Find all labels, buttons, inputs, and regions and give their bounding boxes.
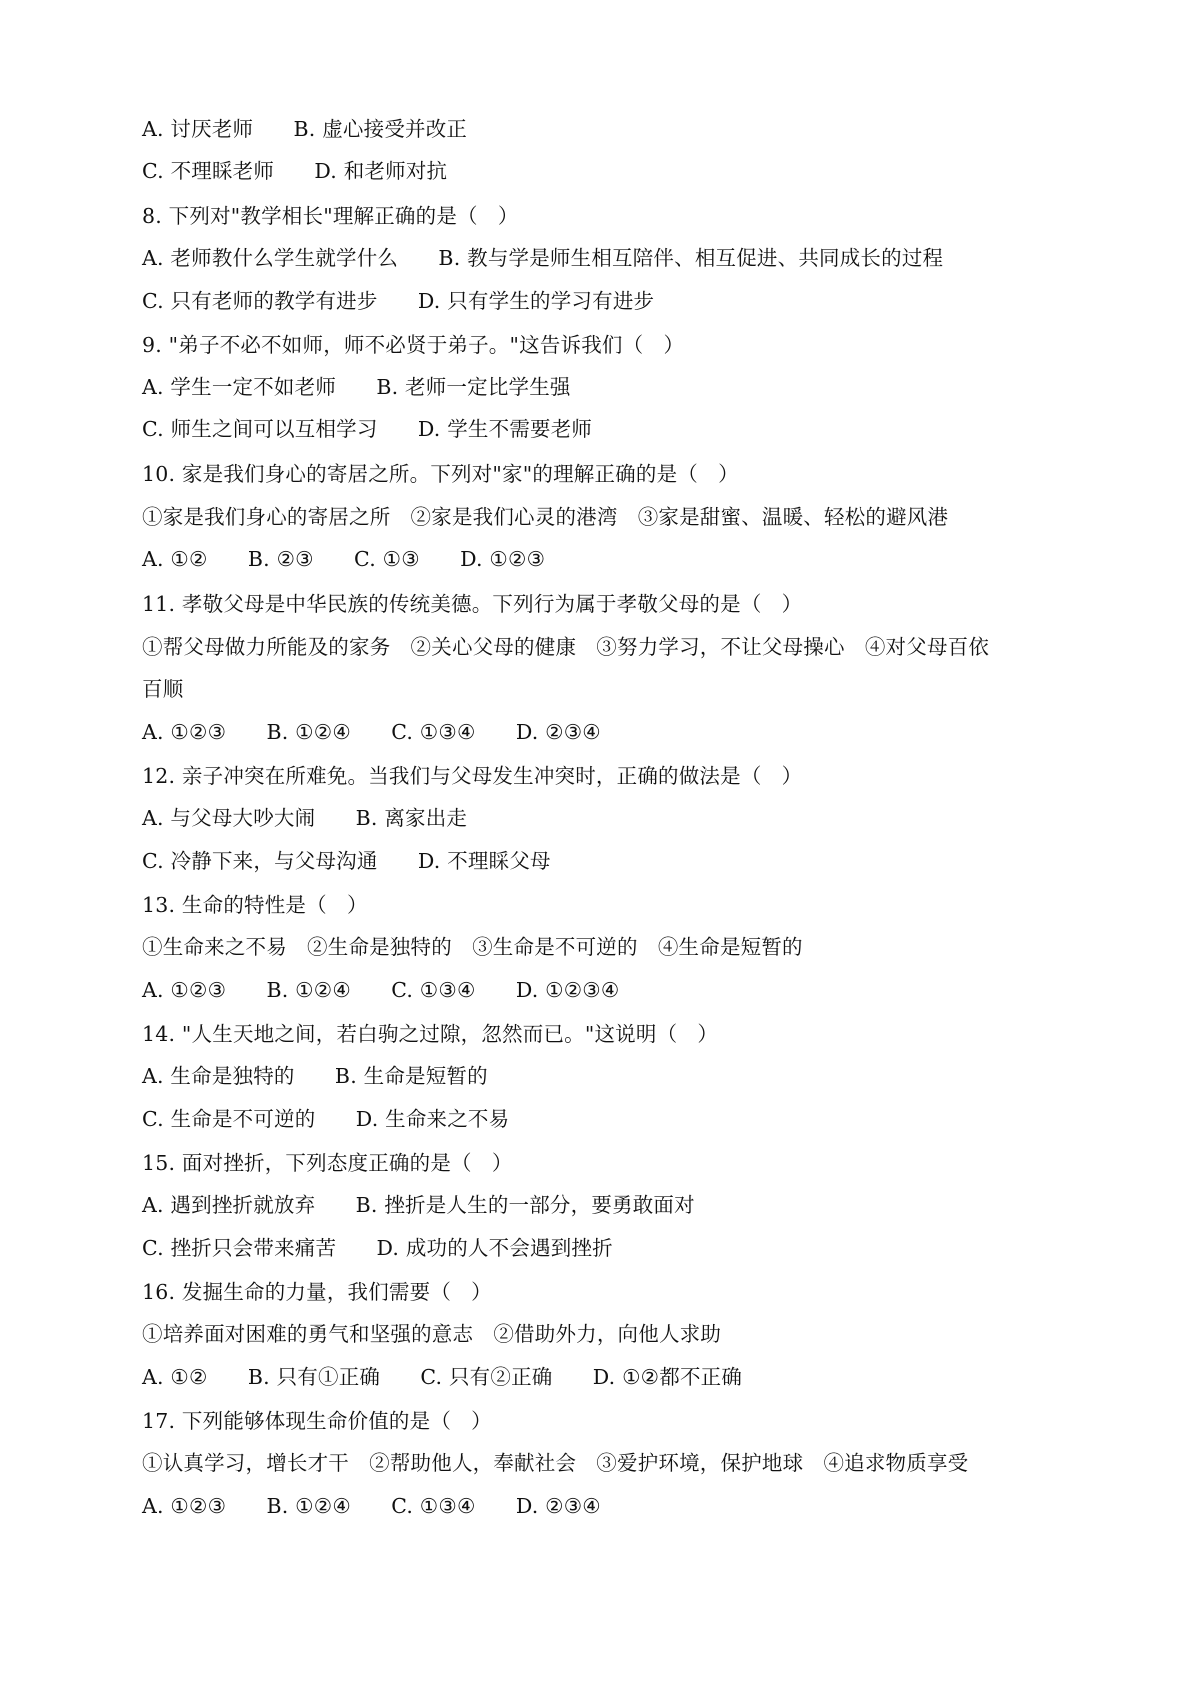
- q14-options-cd: C. 生命是不可逆的 D. 生命来之不易: [142, 1107, 510, 1131]
- q10-options: A. ①② B. ②③ C. ①③ D. ①②③: [142, 547, 546, 571]
- q15-options-ab: A. 遇到挫折就放弃 B. 挫折是人生的一部分，要勇敢面对: [142, 1193, 695, 1217]
- q15-stem: 15. 面对挫折，下列态度正确的是（ ）: [142, 1151, 513, 1175]
- q13-stem: 13. 生命的特性是（ ）: [142, 893, 368, 917]
- q8-options-ab: A. 老师教什么学生就学什么 B. 教与学是师生相互陪伴、相互促进、共同成长的过程: [142, 246, 944, 270]
- q8-options-cd: C. 只有老师的教学有进步 D. 只有学生的学习有进步: [142, 289, 655, 313]
- q16-stem: 16. 发掘生命的力量，我们需要（ ）: [142, 1280, 492, 1304]
- q11-stem: 11. 孝敬父母是中华民族的传统美德。下列行为属于孝敬父母的是（ ）: [142, 592, 803, 616]
- q11-statements: ①帮父母做力所能及的家务 ②关心父母的健康 ③努力学习，不让父母操心 ④对父母百依: [142, 635, 990, 659]
- q15-options-cd: C. 挫折只会带来痛苦 D. 成功的人不会遇到挫折: [142, 1236, 613, 1260]
- q7-options-ab: A. 讨厌老师 B. 虚心接受并改正: [142, 117, 468, 141]
- q17-options: A. ①②③ B. ①②④ C. ①③④ D. ②③④: [142, 1494, 601, 1518]
- q9-stem: 9. "弟子不必不如师，师不必贤于弟子。"这告诉我们（ ）: [142, 333, 685, 357]
- q11-statements-continued: 百顺: [142, 677, 184, 701]
- q14-stem: 14. "人生天地之间，若白驹之过隙，忽然而已。"这说明（ ）: [142, 1022, 719, 1046]
- q10-stem: 10. 家是我们身心的寄居之所。下列对"家"的理解正确的是（ ）: [142, 462, 739, 486]
- q13-options: A. ①②③ B. ①②④ C. ①③④ D. ①②③④: [142, 978, 620, 1002]
- q9-options-cd: C. 师生之间可以互相学习 D. 学生不需要老师: [142, 417, 593, 441]
- q12-options-ab: A. 与父母大吵大闹 B. 离家出走: [142, 806, 468, 830]
- q7-options-cd: C. 不理睬老师 D. 和老师对抗: [142, 159, 448, 183]
- q10-statements: ①家是我们身心的寄居之所 ②家是我们心灵的港湾 ③家是甜蜜、温暖、轻松的避风港: [142, 505, 949, 529]
- q16-options: A. ①② B. 只有①正确 C. 只有②正确 D. ①②都不正确: [142, 1365, 743, 1389]
- q13-statements: ①生命来之不易 ②生命是独特的 ③生命是不可逆的 ④生命是短暂的: [142, 935, 803, 959]
- q11-options: A. ①②③ B. ①②④ C. ①③④ D. ②③④: [142, 720, 601, 744]
- q17-stem: 17. 下列能够体现生命价值的是（ ）: [142, 1409, 492, 1433]
- q9-options-ab: A. 学生一定不如老师 B. 老师一定比学生强: [142, 375, 571, 399]
- q14-options-ab: A. 生命是独特的 B. 生命是短暂的: [142, 1064, 488, 1088]
- q17-statements: ①认真学习，增长才干 ②帮助他人，奉献社会 ③爱护环境，保护地球 ④追求物质享受: [142, 1451, 969, 1475]
- q12-options-cd: C. 冷静下来，与父母沟通 D. 不理睬父母: [142, 849, 551, 873]
- q12-stem: 12. 亲子冲突在所难免。当我们与父母发生冲突时，正确的做法是（ ）: [142, 764, 803, 788]
- q16-statements: ①培养面对困难的勇气和坚强的意志 ②借助外力，向他人求助: [142, 1322, 722, 1346]
- q8-stem: 8. 下列对"教学相长"理解正确的是（ ）: [142, 204, 519, 228]
